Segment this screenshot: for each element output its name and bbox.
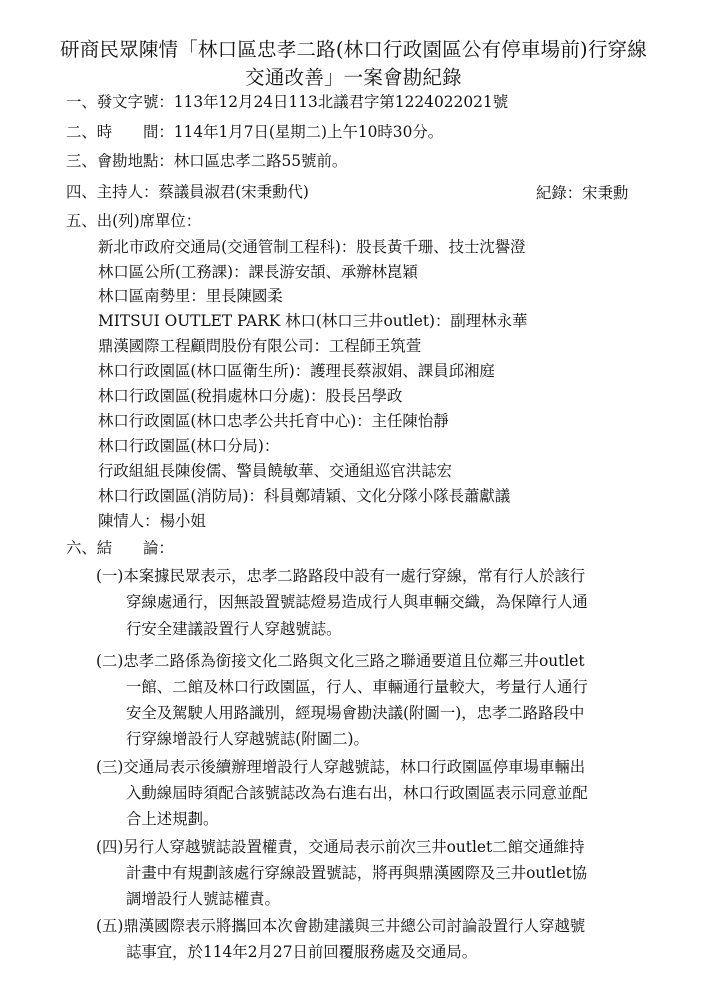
section-attendees-heading: 五、出(列)席單位： xyxy=(66,212,202,230)
conclusion-4-line-2: 計畫中有規劃該處行穿線設置號誌，將再與鼎漢國際及三井outlet協 xyxy=(126,864,588,882)
attendee-item: 鼎漢國際工程顧問股份有限公司：工程師王筑萱 xyxy=(98,337,422,355)
conclusion-3-line-1: (三)交通局表示後續辦理增設行人穿越號誌，林口行政園區停車場車輛出 xyxy=(96,758,586,776)
attendee-item: 行政組組長陳俊儒、警員饒敏華、交通組巡官洪誌宏 xyxy=(98,462,452,480)
conclusion-1-line-2: 穿線處通行，因無設置號誌燈易造成行人與車輛交織，為保障行人通 xyxy=(126,593,588,611)
conclusion-1-line-3: 行安全建議設置行人穿越號誌。 xyxy=(126,620,342,638)
section-document-number: 一、發文字號：113年12月24日113北議君字第1224022021號 xyxy=(66,93,509,111)
document-title-line-2: 交通改善」一案會勘紀錄 xyxy=(245,66,462,89)
attendee-item: 新北市政府交通局(交通管制工程科)：股長黃千珊、技士沈譽澄 xyxy=(98,238,526,256)
conclusion-5-line-2: 誌事宜，於114年2月27日前回覆服務處及交通局。 xyxy=(126,943,478,961)
attendee-item: 林口行政園區(林口區衛生所)：護理長蔡淑娟、課員邱湘庭 xyxy=(98,362,495,380)
section-conclusions-heading: 六、結 論： xyxy=(66,539,174,557)
section-host: 四、主持人：蔡議員淑君(宋秉勳代) xyxy=(66,183,309,201)
recorder: 紀錄：宋秉勳 xyxy=(536,184,629,202)
conclusion-3-line-3: 合上述規劃。 xyxy=(126,810,219,828)
attendee-item: 林口行政園區(消防局)：科員鄭靖穎、文化分隊小隊長蕭獻議 xyxy=(98,487,511,505)
section-time: 二、時 間：114年1月7日(星期二)上午10時30分。 xyxy=(66,123,444,141)
conclusion-2-line-1: (二)忠孝二路係為銜接文化二路與文化三路之聯通要道且位鄰三井outlet xyxy=(96,652,585,670)
attendee-item: 林口行政園區(林口分局)： xyxy=(98,437,280,455)
conclusion-2-line-2: 一館、二館及林口行政園區，行人、車輛通行量較大，考量行人通行 xyxy=(126,678,588,696)
attendee-item: MITSUI OUTLET PARK 林口(林口三井outlet)：副理林永華 xyxy=(98,312,528,330)
conclusion-5-line-1: (五)鼎漢國際表示將攜回本次會勘建議與三井總公司討論設置行人穿越號 xyxy=(96,917,586,935)
conclusion-4-line-1: (四)另行人穿越號誌設置權責，交通局表示前次三井outlet二館交通維持 xyxy=(96,838,585,856)
conclusion-2-line-4: 行穿線增設行人穿越號誌(附圖二)。 xyxy=(126,730,369,748)
attendee-item: 陳情人：楊小姐 xyxy=(98,512,206,530)
conclusion-3-line-2: 入動線屆時須配合該號誌改為右進右出，林口行政園區表示同意並配 xyxy=(126,784,588,802)
attendee-item: 林口行政園區(林口忠孝公共托育中心)：主任陳怡靜 xyxy=(98,412,449,430)
attendee-item: 林口區公所(工務課)：課長游安頡、承辦林崑穎 xyxy=(98,263,418,281)
conclusion-2-line-3: 安全及駕駛人用路識別，經現場會勘決議(附圖一)，忠孝二路路段中 xyxy=(126,704,585,722)
conclusion-4-line-3: 調增設行人號誌權責。 xyxy=(126,890,280,908)
conclusion-1-line-1: (一)本案據民眾表示，忠孝二路路段中設有一處行穿線，常有行人於該行 xyxy=(96,567,586,585)
section-location: 三、會勘地點：林口區忠孝二路55號前。 xyxy=(66,152,348,170)
attendee-item: 林口行政園區(稅捐處林口分處)：股長呂學政 xyxy=(98,387,403,405)
document-title-line-1: 研商民眾陳情「林口區忠孝二路(林口行政園區公有停車場前)行穿線 xyxy=(60,38,647,61)
attendee-item: 林口區南勢里：里長陳國柔 xyxy=(98,287,283,305)
